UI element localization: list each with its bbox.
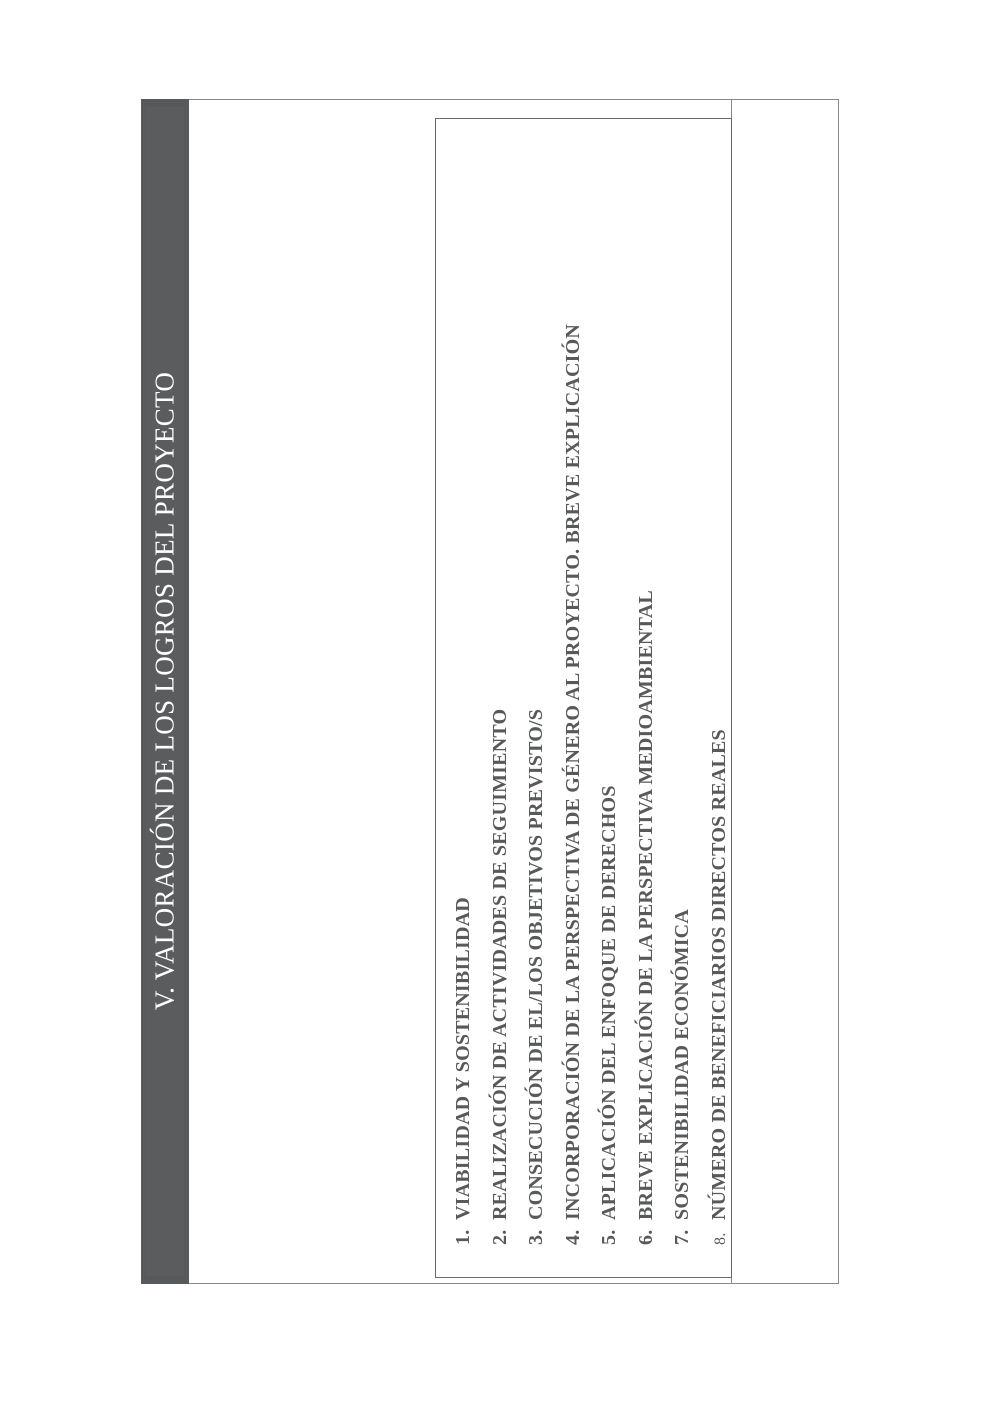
item-label: NÚMERO DE BENEFICIARIOS DIRECTOS REALES: [707, 729, 730, 1220]
item-label: VIABILIDAD Y SOSTENIBILIDAD: [452, 897, 474, 1220]
list-item: [664, 125, 701, 1245]
item-number: 7.: [671, 1229, 693, 1245]
criteria-list-container: [445, 125, 737, 1245]
item-number: 5.: [598, 1229, 620, 1245]
item-number: 2.: [488, 1229, 511, 1245]
item-label: BREVE EXPLICACIÓN DE LA PERSPECTIVA MEDIOAMBIENTAL: [634, 590, 657, 1220]
item-label: REALIZACIÓN DE ACTIVIDADES DE SEGUIMIENTO: [488, 708, 511, 1220]
section-title: V. VALORACIÓN DE LOS LOGROS DEL PROYECTO: [149, 371, 180, 1011]
item-label: INCORPORACIÓN DE LA PERSPECTIVA DE GÉNERO AL PROYECTO. BREVE EXPLICACIÓN: [561, 323, 584, 1220]
item-number: 6.: [634, 1229, 657, 1245]
list-item: [518, 125, 555, 1245]
list-item: [701, 125, 738, 1245]
item-label: SOSTENIBILIDAD ECONÓMICA: [671, 909, 693, 1220]
item-label: APLICACIÓN DEL ENFOQUE DE DERECHOS: [598, 785, 620, 1220]
item-label: CONSECUCIÓN DE EL/LOS OBJETIVOS PREVISTO/S: [525, 708, 547, 1220]
criteria-list: [445, 125, 737, 1245]
list-item: [555, 125, 592, 1245]
list-item: [482, 125, 519, 1245]
item-number: 3.: [525, 1229, 547, 1245]
list-item: [628, 125, 665, 1245]
item-number: 1.: [452, 1229, 474, 1245]
list-item: [445, 125, 482, 1245]
item-number: 4.: [561, 1229, 584, 1245]
item-number: 8.: [711, 1232, 729, 1245]
list-item: [591, 125, 628, 1245]
